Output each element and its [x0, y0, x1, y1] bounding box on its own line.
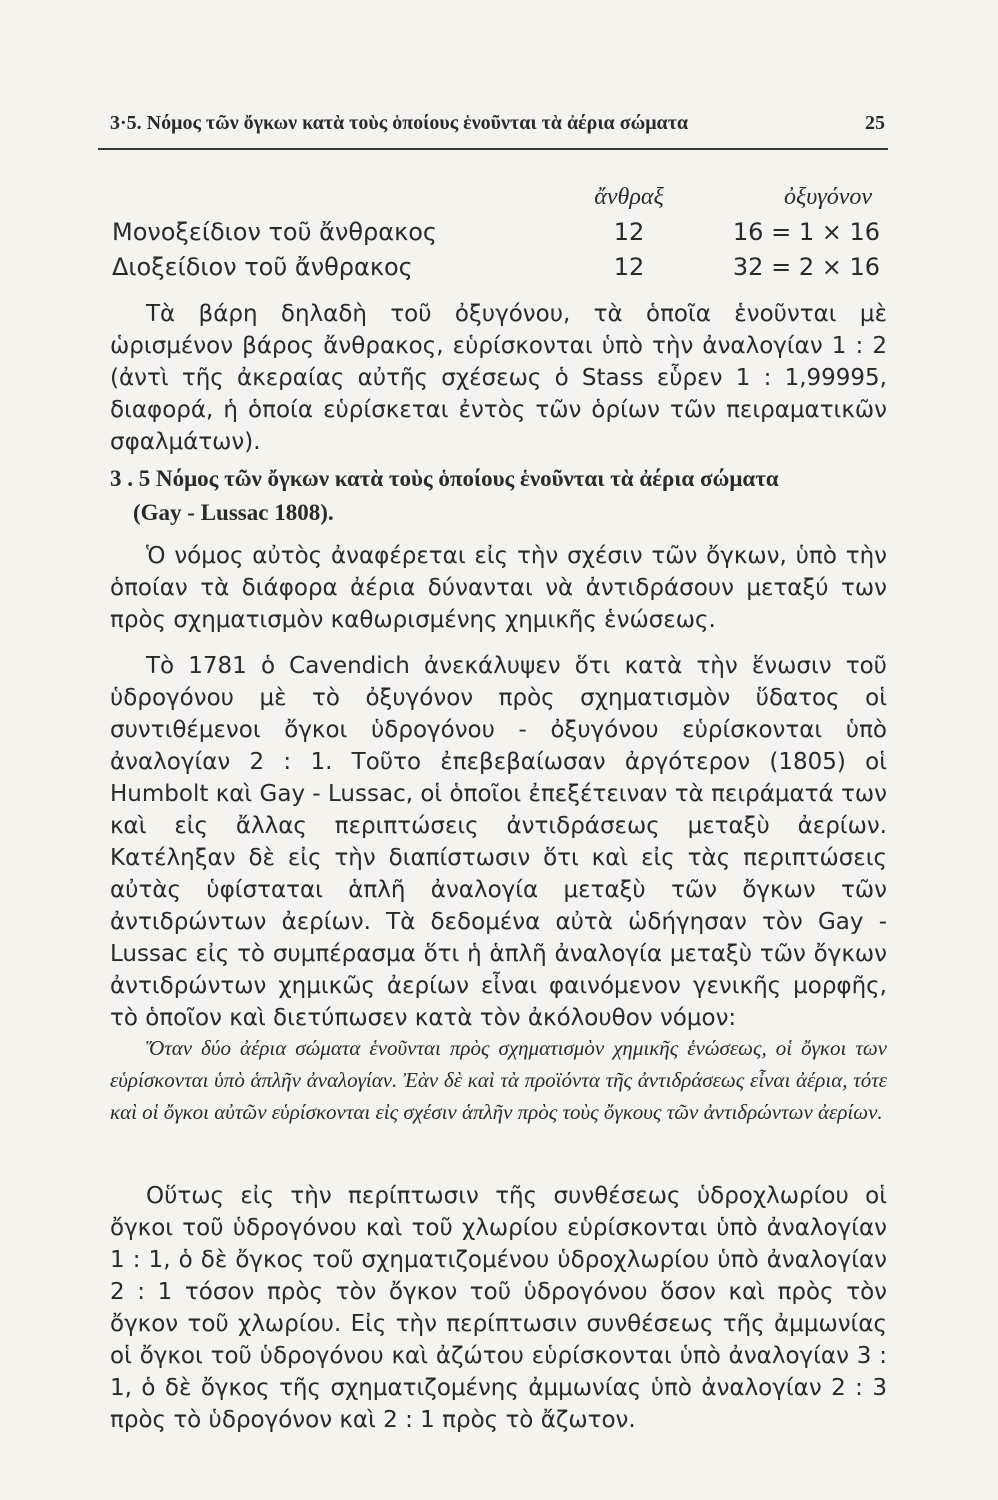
compound-name: Διοξείδιον τοῦ ἄνθρακος: [112, 253, 413, 281]
paragraph-history: Τὸ 1781 ὁ Cavendich ἀνεκάλυψεν ὅτι κατὰ τὴν ἕνωσιν τοῦ ὑδρογόνου μὲ τὸ ὀξυγόνον πρὸς σχηματισμὸν ὕδατος οἱ συντιθέμενοι ὄγκοι ὑδρογόνου - ὀξυγόνου εὑρίσκονται ὑπὸ ἀναλογίαν 2 : 1. Τοῦτο ἐπεβεβαίωσαν ἀργότερον (1805) οἱ Humbolt καὶ Gay - Lussac, οἱ ὁποῖοι ἐπεξέτειναν τὰ πειράματά των καὶ εἰς ἄλλας περιπτώσεις ἀντιδράσεως μεταξὺ ἀερίων. Κατέληξαν δὲ εἰς τὴν διαπίστωσιν ὅτι καὶ εἰς τὰς περιπτώσεις αὐτὰς ὑφίσταται ἁπλῆ ἀναλογία μεταξὺ τῶν ὄγκων τῶν ἀντιδρώντων ἀερίων. Τὰ δεδομένα αὐτὰ ὡδήγησαν τὸν Gay - Lussac εἰς τὸ συμπέρασμα ὅτι ἡ ἁπλῆ ἀναλογία μεταξὺ τῶν ὄγκων ἀντιδρώντων χημικῶς ἀερίων εἶναι φαινόμενον γενικῆς μορφῆς, τὸ ὁποῖον καὶ διετύπωσεν κατὰ τὸν ἀκόλουθον νόμον:: [110, 653, 887, 1031]
oxygen-value: 16 = 1 × 16: [732, 218, 880, 246]
paragraph-law-intro: Ὁ νόμος αὐτὸς ἀναφέρεται εἰς τὴν σχέσιν τῶν ὄγκων, ὑπὸ τὴν ὁποίαν τὰ διάφορα ἀέρια δύνανται νὰ ἀντιδράσουν μεταξύ των πρὸς σχηματισμὸν καθωρισμένης χημικῆς ἑνώσεως.: [110, 543, 887, 633]
header-rule: [98, 148, 888, 150]
paragraph-weight-ratio: Τὰ βάρη δηλαδὴ τοῦ ὀξυγόνου, τὰ ὁποῖα ἑνοῦνται μὲ ὡρισμένον βάρος ἄνθρακος, εὑρίσκονται ὑπὸ τὴν ἀναλογίαν 1 : 2 (ἀντὶ τῆς ἀκεραίας αὐτῆς σχέσεως ὁ Stass εὗρεν 1 : 1,99995, διαφορά, ἡ ὁποία εὑρίσκεται ἐντὸς τῶν ὁρίων τῶν πειραματικῶν σφαλμάτων).: [110, 301, 887, 455]
law-statement: Ὅταν δύο ἀέρια σώματα ἑνοῦνται πρὸς σχηματισμὸν χημικῆς ἑνώσεως, οἱ ὄγκοι των εὑρίσκονται ὑπὸ ἁπλῆν ἀναλογίαν. Ἐὰν δὲ καὶ τὰ προϊόντα τῆς ἀντιδράσεως εἶναι ἀέρια, τότε καὶ οἱ ὄγκοι αὐτῶν εὑρίσκονται εἰς σχέσιν ἁπλῆν πρὸς τοὺς ὄγκους τῶν ἀντιδρώντων ἀερίων.: [110, 1036, 887, 1124]
oxide-table: [112, 180, 882, 285]
column-header-carbon: ἄνθραξ: [594, 184, 664, 210]
column-header-oxygen: ὀξυγόνον: [783, 184, 872, 210]
table-row: [112, 250, 882, 285]
compound-name: Μονοξείδιον τοῦ ἄνθρακος: [112, 218, 438, 246]
paragraph-examples: Οὕτως εἰς τὴν περίπτωσιν τῆς συνθέσεως ὑδροχλωρίου οἱ ὄγκοι τοῦ ὑδρογόνου καὶ τοῦ χλωρίου εὑρίσκονται ὑπὸ ἀναλογίαν 1 : 1, ὁ δὲ ὄγκος τοῦ σχηματιζομένου ὑδροχλωρίου ὑπὸ ἀναλογίαν 2 : 1 τόσον πρὸς τὸν ὄγκον τοῦ ὑδρογόνου ὅσον καὶ πρὸς τὸν ὄγκον τοῦ χλωρίου. Εἰς τὴν περίπτωσιν συνθέσεως τῆς ἀμμωνίας οἱ ὄγκοι τοῦ ὑδρογόνου καὶ ἀζώτου εὑρίσκονται ὑπὸ ἀναλογίαν 3 : 1, ὁ δὲ ὄγκος τῆς σχηματιζομένης ἀμμωνίας ὑπὸ ἀναλογίαν 2 : 3 πρὸς τὸ ὑδρογόνον καὶ 2 : 1 πρὸς τὸ ἄζωτον.: [110, 1183, 887, 1433]
carbon-value: 12: [613, 218, 645, 246]
running-head: [110, 112, 885, 135]
oxygen-value: 32 = 2 × 16: [732, 253, 880, 281]
running-head-title: 3·5. Νόμος τῶν ὄγκων κατὰ τοὺς ὁποίους ἑνοῦνται τὰ ἀέρια σώματα: [110, 112, 689, 134]
section-heading-line2: (Gay - Lussac 1808).: [133, 500, 334, 525]
section-heading: [110, 462, 890, 530]
page-number: 25: [865, 112, 885, 134]
table-header-row: [112, 180, 882, 215]
carbon-value: 12: [613, 253, 645, 281]
section-heading-line1: 3 . 5 Νόμος τῶν ὄγκων κατὰ τοὺς ὁποίους ἑνοῦνται τὰ ἀέρια σώματα: [110, 466, 779, 491]
table-row: [112, 215, 882, 250]
